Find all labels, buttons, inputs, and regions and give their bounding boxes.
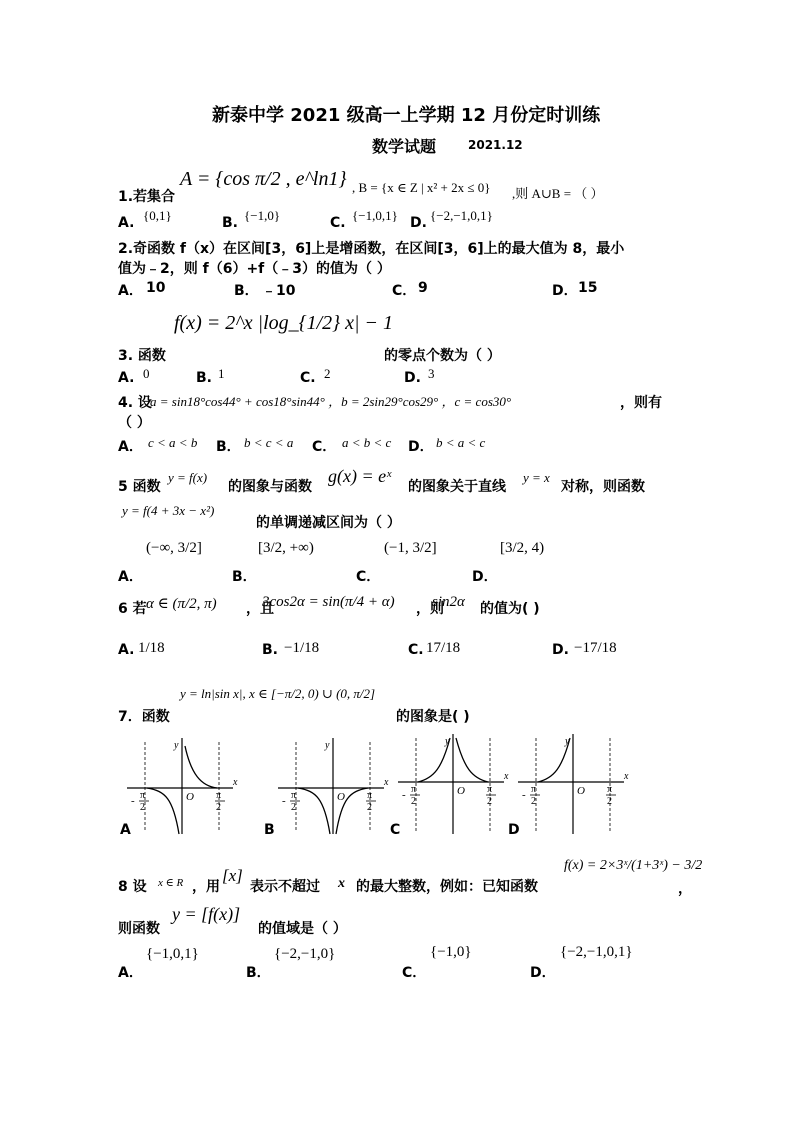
- q4-option-c-text: a < b < c: [342, 435, 392, 450]
- q7-stem-prefix: 7．函数: [118, 709, 170, 725]
- y-label: y: [174, 740, 179, 751]
- q3-option-a-label: A.: [118, 370, 135, 386]
- minus-label: -: [282, 795, 286, 807]
- q8-math-5: y = [f(x)]: [172, 904, 241, 924]
- y-label: y: [445, 736, 450, 747]
- q1-set-a: A = {cos π/2 , e^ln1}: [180, 168, 347, 190]
- two-label: 2: [140, 802, 145, 813]
- q5-option-d-label: D．: [472, 569, 498, 585]
- exam-date: 2021.12: [468, 138, 523, 152]
- q3-stem-suffix: 的零点个数为（ ）: [384, 348, 501, 364]
- q5-option-b-text: [3/2, +∞): [258, 540, 314, 556]
- q7-graph-c: [398, 732, 518, 836]
- q1-option-b-label: B.: [222, 215, 238, 231]
- q2-option-b-label: B．: [234, 283, 259, 299]
- q8-math-1: x ∈ R: [158, 877, 184, 889]
- q7-graph-a: [127, 736, 247, 836]
- two-label: 2: [367, 802, 372, 813]
- q5-part-3: 的图象关于直线: [408, 479, 506, 495]
- q4-option-b-text: b < c < a: [244, 435, 294, 450]
- two-label: 2: [487, 796, 492, 807]
- origin-label: O: [577, 785, 585, 797]
- x-label: x: [504, 771, 509, 782]
- q2-option-c-text: 9: [418, 280, 428, 296]
- origin-label: O: [337, 791, 345, 803]
- q6-math-3: sin2α: [432, 594, 465, 610]
- q4-option-a-label: A．: [118, 439, 143, 455]
- q6-part-3: ，则: [416, 601, 444, 617]
- q6-option-a-label: A.: [118, 642, 135, 658]
- pi-label: π: [140, 790, 146, 801]
- q1-option-b-text: {−1,0}: [244, 208, 281, 223]
- q1-option-c-label: C.: [330, 215, 346, 231]
- y-label: y: [565, 736, 570, 747]
- q8-math-2: [x]: [222, 866, 243, 885]
- q2-line-2: 值为﹣2，则 f（6）+f（﹣3）的值为（ ）: [118, 261, 391, 277]
- q6-option-d-text: −17/18: [574, 640, 617, 656]
- q4-stem-prefix: 4. 设: [118, 395, 152, 411]
- q8-option-c-text: {−1,0}: [430, 944, 472, 960]
- q3-stem-prefix: 3. 函数: [118, 348, 166, 364]
- q5-math-2: g(x) = eˣ: [328, 466, 392, 486]
- q8-part-4: 的最大整数，例如：已知函数: [356, 879, 538, 895]
- q1-option-d-label: D.: [410, 215, 427, 231]
- q4-option-c-label: C．: [312, 439, 337, 455]
- q8-option-b-label: B．: [246, 965, 271, 981]
- pi-label: π: [291, 790, 297, 801]
- q5-option-b-label: B．: [232, 569, 257, 585]
- q6-part-1: 6 若: [118, 601, 147, 617]
- q8-line-2-suffix: 的值域是（ ）: [258, 921, 347, 937]
- curve: [147, 788, 179, 834]
- x-label: x: [624, 771, 629, 782]
- q4-stem-math: a = sin18°cos44° + cos18°sin44° ，b = 2sin29°cos29° ，c = cos30°: [150, 394, 512, 409]
- origin-label: O: [457, 785, 465, 797]
- q2-option-a-text: 10: [146, 280, 166, 296]
- q1-stem-prefix: 1.若集合: [118, 189, 176, 205]
- q8-option-d-label: D．: [530, 965, 556, 981]
- q4-option-d-text: b < a < c: [436, 435, 486, 450]
- q5-part-2: 的图象与函数: [228, 479, 312, 495]
- q7-option-b-label: B: [264, 822, 275, 838]
- q6-part-2: ，且: [246, 601, 274, 617]
- q4-option-b-label: B．: [216, 439, 241, 455]
- two-label: 2: [291, 802, 296, 813]
- two-label: 2: [216, 802, 221, 813]
- q4-option-a-text: c < a < b: [148, 435, 198, 450]
- q1-set-b: , B = {x ∈ Z | x² + 2x ≤ 0}: [352, 180, 491, 195]
- q8-part-1: 8 设: [118, 879, 147, 895]
- minus-label: -: [402, 789, 406, 801]
- q1-option-d-text: {−2,−1,0,1}: [430, 208, 493, 223]
- q2-option-c-label: C．: [392, 283, 417, 299]
- q2-option-a-label: A．: [118, 283, 143, 299]
- subject-title: 数学试题: [372, 137, 437, 156]
- pi-label: π: [216, 790, 222, 801]
- q4-stem-suffix: ，则有: [620, 395, 662, 411]
- x-label: x: [233, 777, 238, 788]
- q6-part-4: 的值为( ): [480, 601, 540, 617]
- q6-option-b-text: −1/18: [284, 640, 320, 656]
- x-label: x: [384, 777, 389, 788]
- q6-option-d-label: D.: [552, 642, 569, 658]
- q6-option-c-label: C.: [408, 642, 424, 658]
- q8-part-3: 表示不超过: [250, 879, 320, 895]
- q3-option-b-label: B.: [196, 370, 212, 386]
- q8-option-b-text: {−2,−1,0}: [274, 946, 336, 962]
- pi-label: π: [367, 790, 373, 801]
- curve: [456, 738, 488, 782]
- q8-math-3: x: [338, 876, 345, 891]
- q8-part-5: ，: [678, 881, 692, 897]
- q5-math-4: y = f(4 + 3x − x²): [122, 503, 215, 518]
- q7-formula: y = ln|sin x|, x ∈ [−π/2, 0) ∪ (0, π/2]: [180, 686, 376, 701]
- pi-label: π: [487, 784, 493, 795]
- two-label: 2: [411, 796, 416, 807]
- q5-math-3: y = x: [523, 470, 550, 485]
- page-title: 新泰中学 2021 级高一上学期 12 月份定时训练: [212, 105, 601, 126]
- q6-option-c-text: 17/18: [426, 640, 461, 656]
- q1-stem-suffix: ,则 A∪B = （ ）: [512, 186, 604, 201]
- q7-graph-b: [278, 736, 401, 838]
- q6-math-1: α ∈ (π/2, π): [146, 596, 217, 612]
- q8-option-a-label: A．: [118, 965, 143, 981]
- q3-option-a-text: 0: [143, 366, 150, 381]
- q1-option-a-text: {0,1}: [143, 208, 172, 223]
- q5-option-c-text: (−1, 3/2]: [384, 540, 437, 556]
- curve: [298, 788, 330, 834]
- q4-option-d-label: D．: [408, 439, 434, 455]
- q2-line-1: 2.奇函数 f（x）在区间[3，6]上是增函数，在区间[3，6]上的最大值为 8，最小: [118, 241, 625, 257]
- q2-option-d-text: 15: [578, 280, 598, 296]
- curve: [185, 746, 217, 788]
- q6-math-2: 3cos2α = sin(π/4 + α): [262, 594, 395, 610]
- q5-option-c-label: C．: [356, 569, 381, 585]
- q3-option-d-label: D.: [404, 370, 421, 386]
- q5-option-a-text: (−∞, 3/2]: [146, 540, 202, 556]
- q3-option-d-text: 3: [428, 366, 435, 381]
- q8-option-c-label: C．: [402, 965, 427, 981]
- q5-part-4: 对称，则函数: [561, 479, 645, 495]
- q7-option-a-label: A: [120, 822, 131, 838]
- q4-line-2: （ ）: [118, 415, 151, 431]
- pi-label: π: [531, 784, 537, 795]
- q2-option-b-text: ﹣10: [262, 283, 296, 299]
- q3-formula: f(x) = 2^x |log_{1/2} x| − 1: [174, 312, 394, 334]
- origin-label: O: [186, 791, 194, 803]
- q3-option-c-text: 2: [324, 366, 331, 381]
- pi-label: π: [607, 784, 613, 795]
- q7-option-d-label: D: [508, 822, 520, 838]
- y-label: y: [325, 740, 330, 751]
- q7-stem-suffix: 的图象是( ): [396, 709, 470, 725]
- q8-part-2: ，用: [192, 879, 220, 895]
- q3-option-c-label: C.: [300, 370, 316, 386]
- q7-graph-d: [518, 732, 638, 836]
- q8-option-a-text: {−1,0,1}: [146, 946, 199, 962]
- q2-option-d-label: D．: [552, 283, 578, 299]
- pi-label: π: [411, 784, 417, 795]
- q8-option-d-text: {−2,−1,0,1}: [560, 944, 633, 960]
- q1-option-a-label: A.: [118, 215, 135, 231]
- q6-option-a-text: 1/18: [138, 640, 165, 656]
- q5-option-a-label: A．: [118, 569, 143, 585]
- two-label: 2: [531, 796, 536, 807]
- q3-option-b-text: 1: [218, 366, 225, 381]
- two-label: 2: [607, 796, 612, 807]
- minus-label: -: [131, 795, 135, 807]
- minus-label: -: [522, 789, 526, 801]
- q6-option-b-label: B.: [262, 642, 278, 658]
- q5-option-d-text: [3/2, 4): [500, 540, 545, 556]
- q5-part-1: 5 函数: [118, 479, 161, 495]
- q8-line-2-prefix: 则函数: [118, 921, 160, 937]
- q8-math-4: f(x) = 2×3ˣ/(1+3ˣ) − 3/2: [564, 858, 703, 873]
- q5-part-5: 的单调递减区间为（ ）: [256, 515, 401, 531]
- q7-option-c-label: C: [390, 822, 401, 838]
- q5-math-1: y = f(x): [168, 470, 208, 485]
- q1-option-c-text: {−1,0,1}: [352, 208, 398, 223]
